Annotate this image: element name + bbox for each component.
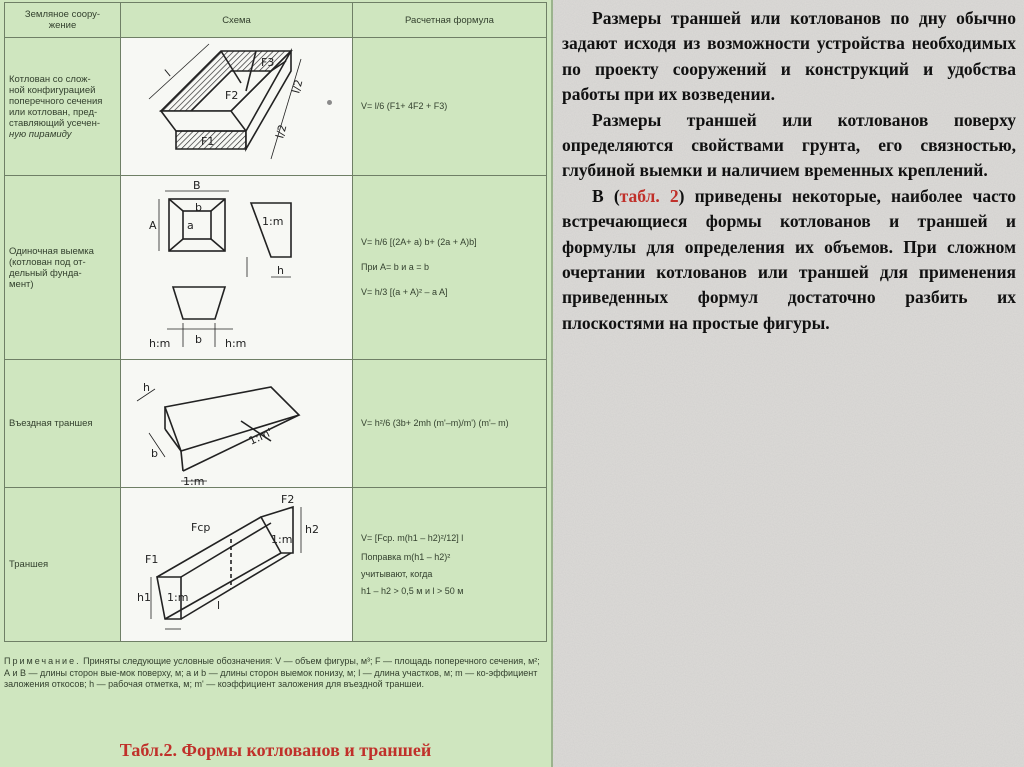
- table-row: [5, 176, 547, 360]
- label-f2: F2: [225, 88, 239, 102]
- label-l-half-top: l/2: [289, 77, 306, 95]
- label-a-inner: a: [187, 218, 194, 232]
- row-description: Траншея: [5, 488, 121, 642]
- scheme-single-pit: [121, 176, 353, 360]
- scheme-trench: [121, 488, 353, 642]
- label-f2: F2: [281, 492, 295, 506]
- row-description: Одиночная выемка (котлован под от- дельный фунда- мент): [5, 176, 121, 360]
- label-slope-right: 1:m: [271, 532, 293, 546]
- label-b-bottom: b: [195, 332, 202, 346]
- paragraph-2: Размеры траншей или котлованов поверху определяются свойствами грунта, его связностью, глубиной выемки и наличием временных креплений.: [562, 109, 1016, 181]
- note-lead: Примечание.: [4, 656, 81, 666]
- excavation-forms-table: [4, 2, 547, 642]
- table-note: [4, 656, 544, 691]
- label-slope-left: 1:m: [167, 590, 189, 604]
- table-reference-link[interactable]: табл. 2: [619, 185, 679, 206]
- label-fcp: Fcp: [191, 520, 211, 534]
- paragraph-1: Размеры траншей или котлованов по дну обычно задают исходя из возможности устройства необходимых по проекту сооружений и конструкций и удобства работы при их возведении.: [562, 8, 1016, 105]
- header-structure: Земляное соору- жение: [5, 3, 121, 38]
- label-b: b: [151, 446, 158, 460]
- row-formula: V= [Fcp. m(h1 – h2)²/12] l Поправка m(h1 – h2)² учитывают, когда h1 – h2 > 0,5 м и l > 50 м: [353, 488, 547, 642]
- scheme-pit-complex: [121, 38, 353, 176]
- body-text: [562, 6, 1016, 336]
- label-h: h: [143, 380, 150, 394]
- table-row: [5, 38, 547, 176]
- label-f1: F1: [201, 134, 215, 148]
- row-description: Въездная траншея: [5, 360, 121, 488]
- scan-dot: [327, 100, 332, 105]
- label-h1: h1: [137, 590, 151, 604]
- table-header-row: [5, 3, 547, 38]
- table-row: [5, 488, 547, 642]
- row-formula: V= h/6 [(2A+ a) b+ (2a + A)b] При A= b и a = b V= h/3 [(a + A)² – a A]: [353, 176, 547, 360]
- paragraph-3: В (табл. 2) приведены некоторые, наиболее часто встречающиеся формы котлованов и траншей и формулы для определения их объемов. При сложном очертании котлованов или траншей для применения приведенных формул достаточно разбить их плоскостями на простые фигуры.: [562, 185, 1016, 333]
- label-f3: F3: [261, 55, 275, 69]
- header-formula: Расчетная формула: [353, 3, 547, 38]
- table-caption: Табл.2. Формы котлованов и траншей: [119, 740, 432, 760]
- label-hm-left: h:m: [149, 336, 171, 350]
- label-l-half-bottom: l/2: [273, 122, 290, 140]
- label-b-inner: b: [195, 200, 202, 214]
- label-f1: F1: [145, 552, 159, 566]
- label-slope: 1:m: [262, 214, 284, 228]
- scheme-entry-trench: [121, 360, 353, 488]
- note-text: Приняты следующие условные обозначения: V — объем фигуры, м³; F — площадь поперечного сечения, м²; А и В — длины сторон вые-мок поверху, м; а и b — длины сторон выемок понизу, м; l — длина участков, м; m — ко-эффициент заложения откосов; h — рабочая отметка, м; m' — коэффициент заложения для въездной траншеи.: [4, 656, 540, 690]
- label-hm-right: h:m: [225, 336, 247, 350]
- label-h: h: [277, 263, 284, 277]
- label-slope-prime: 1:m': [246, 425, 275, 448]
- label-h2: h2: [305, 522, 319, 536]
- label-a-big: A: [149, 218, 157, 232]
- header-scheme: Схема: [121, 3, 353, 38]
- row-formula: V= l/6 (F1+ 4F2 + F3): [353, 38, 547, 176]
- row-description: Котлован со слож- ной конфигурацией поперечного сечения или котлован, пред- ставляющий усечен- ную пирамиду: [5, 38, 121, 176]
- table-row: [5, 360, 547, 488]
- label-l: l: [217, 598, 221, 612]
- label-slope: 1:m: [183, 474, 205, 487]
- row-formula: V= h²/6 (3b+ 2mh (m'–m)/m') (m'– m): [353, 360, 547, 488]
- label-b-top: B: [193, 178, 201, 192]
- label-l: l: [162, 66, 174, 79]
